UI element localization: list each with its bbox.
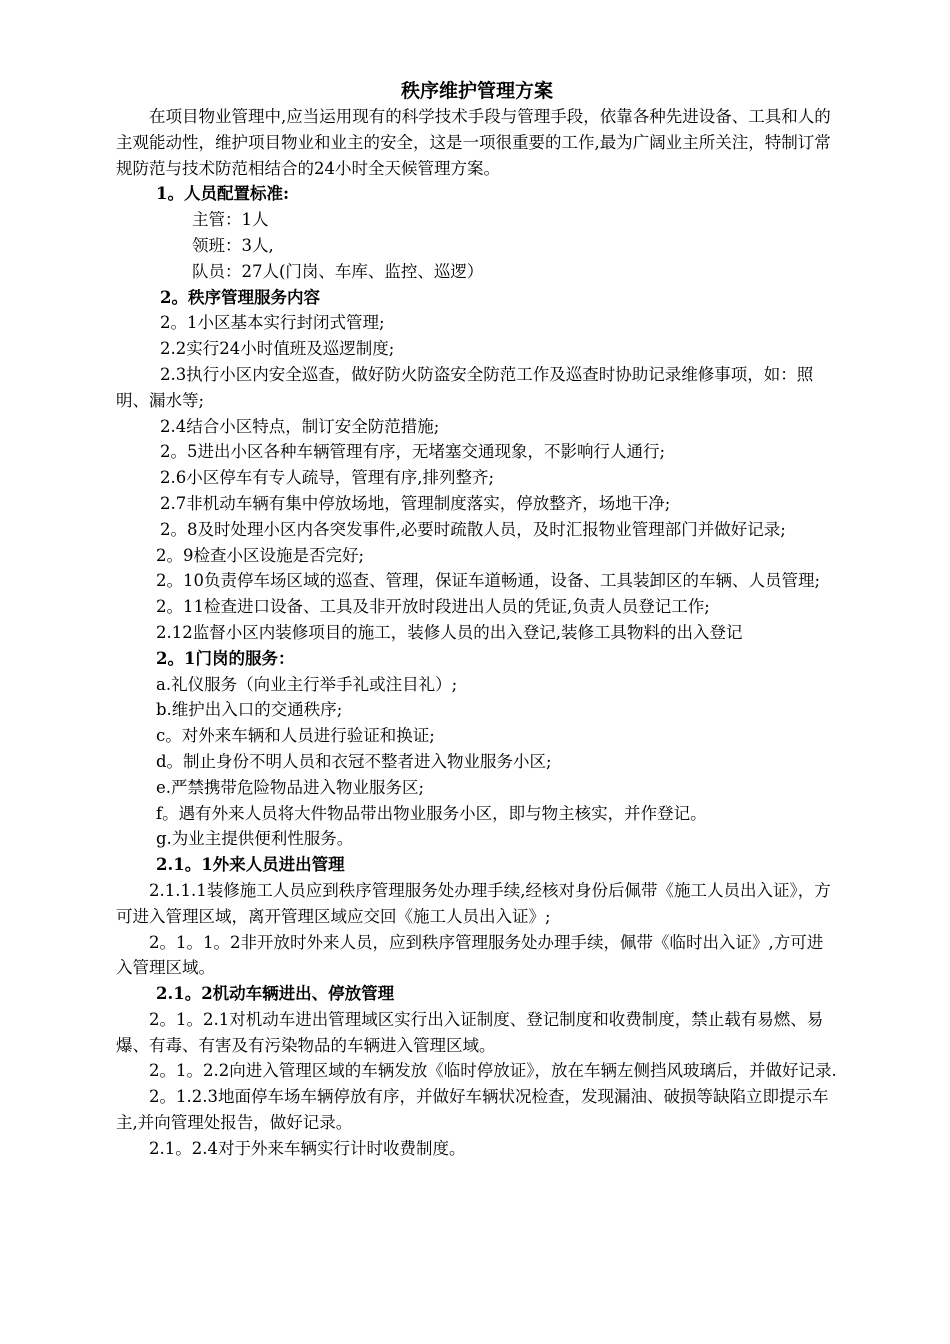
visitor-rule-item: 2。1。1。2非开放时外来人员，应到秩序管理服务处办理手续，佩带《临时出入证》,方可进入管理区域。 — [116, 932, 824, 978]
vehicle-rule-item: 2。1。2.1对机动车进出管理域区实行出入证制度、登记制度和收费制度，禁止载有易燃、易爆、有毒、有害及有污染物品的车辆进入管理区域。 — [116, 1009, 824, 1055]
staff-item-leader: 领班：3人, — [192, 235, 274, 255]
section-2-heading: 2。秩序管理服务内容 — [160, 287, 320, 307]
gate-service-item: e.严禁携带危险物品进入物业服务区; — [156, 777, 425, 797]
service-item: 2。5进出小区各种车辆管理有序，无堵塞交通现象，不影响行人通行; — [160, 442, 666, 462]
service-item: 2.4结合小区特点，制订安全防范措施; — [160, 416, 440, 436]
service-item: 2。11检查进口设备、工具及非开放时段进出人员的凭证,负责人员登记工作; — [156, 597, 710, 617]
section-2-1-2-heading: 2.1。2机动车辆进出、停放管理 — [156, 984, 395, 1004]
vehicle-rule-item: 2。1。2.2向进入管理区域的车辆发放《临时停放证》，放在车辆左侧挡风玻璃后，并做好记录. — [149, 1061, 837, 1081]
vehicle-rule-item: 2.1。2.4对于外来车辆实行计时收费制度。 — [149, 1138, 466, 1158]
service-item: 2。10负责停车场区域的巡查、管理，保证车道畅通，设备、工具装卸区的车辆、人员管理; — [156, 571, 821, 591]
section-2-1-1-heading: 2.1。1外来人员进出管理 — [156, 855, 345, 875]
service-item: 2。9检查小区设施是否完好; — [156, 545, 365, 565]
service-item: 2.7非机动车辆有集中停放场地，管理制度落实，停放整齐，场地干净; — [160, 493, 671, 513]
service-item: 2.12监督小区内装修项目的施工，装修人员的出入登记,装修工具物料的出入登记 — [156, 622, 743, 642]
staff-item-member: 队员：27人(门岗、车库、监控、巡逻） — [192, 261, 484, 281]
document-page — [116, 78, 838, 1162]
section-1-heading: 1。人员配置标准: — [156, 184, 290, 204]
vehicle-rule-item: 2。1.2.3地面停车场车辆停放有序，并做好车辆状况检查，发现漏油、破损等缺陷立即提示车主,并向管理处报告，做好记录。 — [116, 1087, 829, 1133]
gate-service-item: b.维护出入口的交通秩序; — [156, 700, 343, 720]
service-item: 2。8及时处理小区内各突发事件,必要时疏散人员，及时汇报物业管理部门并做好记录; — [160, 519, 786, 539]
staff-item-supervisor: 主管：1人 — [192, 210, 269, 230]
service-item: 2。1小区基本实行封闭式管理; — [160, 313, 385, 333]
service-item: 2.3执行小区内安全巡查，做好防火防盗安全防范工作及巡查时协助记录维修事项，如：照明、漏水等; — [116, 364, 814, 410]
service-item: 2.6小区停车有专人疏导，管理有序,排列整齐; — [160, 468, 495, 488]
gate-service-item: d。制止身份不明人员和衣冠不整者进入物业服务小区; — [156, 751, 552, 771]
service-item: 2.2实行24小时值班及巡逻制度; — [160, 339, 395, 359]
gate-service-item: c。对外来车辆和人员进行验证和换证; — [156, 726, 435, 746]
gate-service-item: a.礼仪服务（向业主行举手礼或注目礼）; — [156, 674, 458, 694]
section-2-1-heading: 2。1门岗的服务： — [156, 648, 295, 668]
intro-paragraph: 在项目物业管理中,应当运用现有的科学技术手段与管理手段，依靠各种先进设备、工具和人的主观能动性，维护项目物业和业主的安全，这是一项很重要的工作,最为广阔业主所关注，特制订常规防范与技术防范相结合的24小时全天候管理方案。 — [116, 107, 831, 178]
document-title: 秩序维护管理方案 — [400, 80, 553, 102]
gate-service-item: f。遇有外来人员将大件物品带出物业服务小区，即与物主核实，并作登记。 — [156, 803, 707, 823]
gate-service-item: g.为业主提供便利性服务。 — [156, 829, 354, 849]
visitor-rule-item: 2.1.1.1装修施工人员应到秩序管理服务处办理手续,经核对身份后佩带《施工人员出入证》，方可进入管理区域，离开管理区域应交回《施工人员出入证》; — [116, 880, 831, 926]
